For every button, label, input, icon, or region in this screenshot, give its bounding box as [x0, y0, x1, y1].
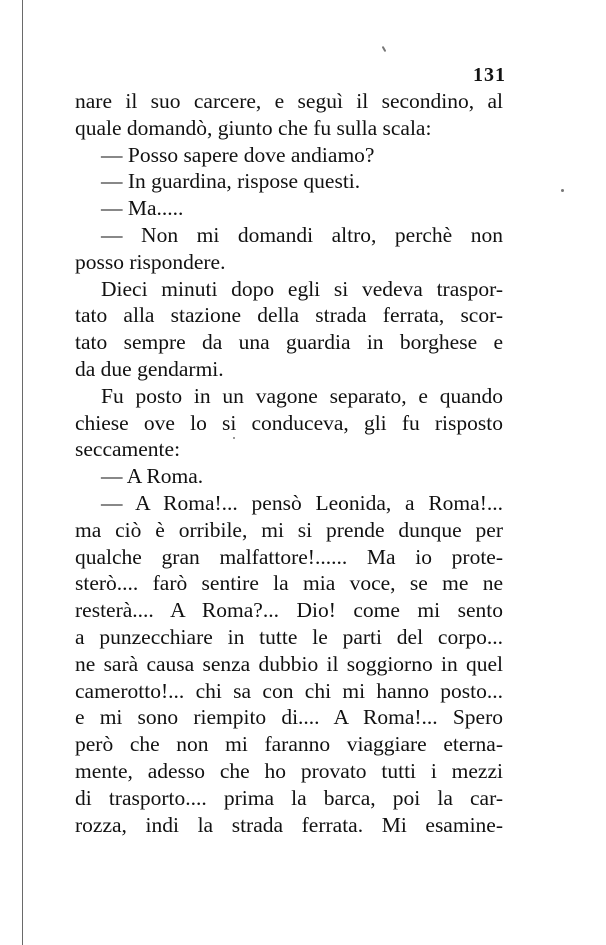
text-line: però che non mi faranno viaggiare eterna-: [75, 732, 503, 757]
text-line: da due gendarmi.: [75, 356, 224, 381]
text-line: tato sempre da una guardia in borghese e: [75, 330, 503, 355]
text-line: ma ciò è orribile, mi si prende dunque per: [75, 517, 503, 542]
text-line: e mi sono riempito di.... A Roma!... Spero: [75, 705, 503, 730]
text-line: sterò.... farò sentire la mia voce, se me ne: [75, 571, 503, 596]
paper-speck: [382, 46, 387, 52]
text-line: ne sarà causa senza dubbio il soggiorno in quel: [75, 651, 503, 676]
text-line: seccamente:: [75, 437, 181, 462]
text-line: tato alla stazione della strada ferrata, scor-: [75, 303, 503, 328]
text-line: chiese ove lo si conduceva, gli fu risposto: [75, 410, 503, 435]
text-line: nare il suo carcere, e seguì il secondino, al: [75, 89, 503, 113]
text-line: resterà.... A Roma?... Dio! come mi sento: [75, 598, 503, 623]
text-line: qualche gran malfattore!...... Ma io prote-: [75, 544, 503, 569]
page-left-edge: [22, 0, 23, 945]
text-line: — Non mi domandi altro, perchè non: [101, 222, 503, 247]
text-line: — A Roma.: [101, 464, 204, 489]
text-line: — Posso sapere dove andiamo?: [101, 142, 375, 167]
text-line: Dieci minuti dopo egli si vedeva traspor-: [101, 276, 503, 301]
text-line: quale domandò, giunto che fu sulla scala:: [75, 115, 432, 140]
paper-speck: [561, 189, 564, 192]
text-line: a punzecchiare in tutte le parti del corpo...: [75, 624, 503, 649]
body-text: [75, 88, 503, 838]
text-line: rozza, indi la strada ferrata. Mi esamine-: [75, 812, 503, 837]
paper-speck: [233, 437, 235, 439]
text-line: — In guardina, rispose questi.: [101, 169, 361, 194]
text-line: — Ma.....: [101, 196, 184, 221]
text-line: posso rispondere.: [75, 249, 226, 274]
page-number: 131: [473, 64, 506, 86]
text-line: Fu posto in un vagone separato, e quando: [101, 383, 503, 408]
text-line: — A Roma!... pensò Leonida, a Roma!...: [101, 490, 503, 515]
text-line: camerotto!... chi sa con chi mi hanno posto...: [75, 678, 503, 703]
text-line: mente, adesso che ho provato tutti i mezzi: [75, 758, 503, 783]
text-line: di trasporto.... prima la barca, poi la car-: [75, 785, 503, 810]
